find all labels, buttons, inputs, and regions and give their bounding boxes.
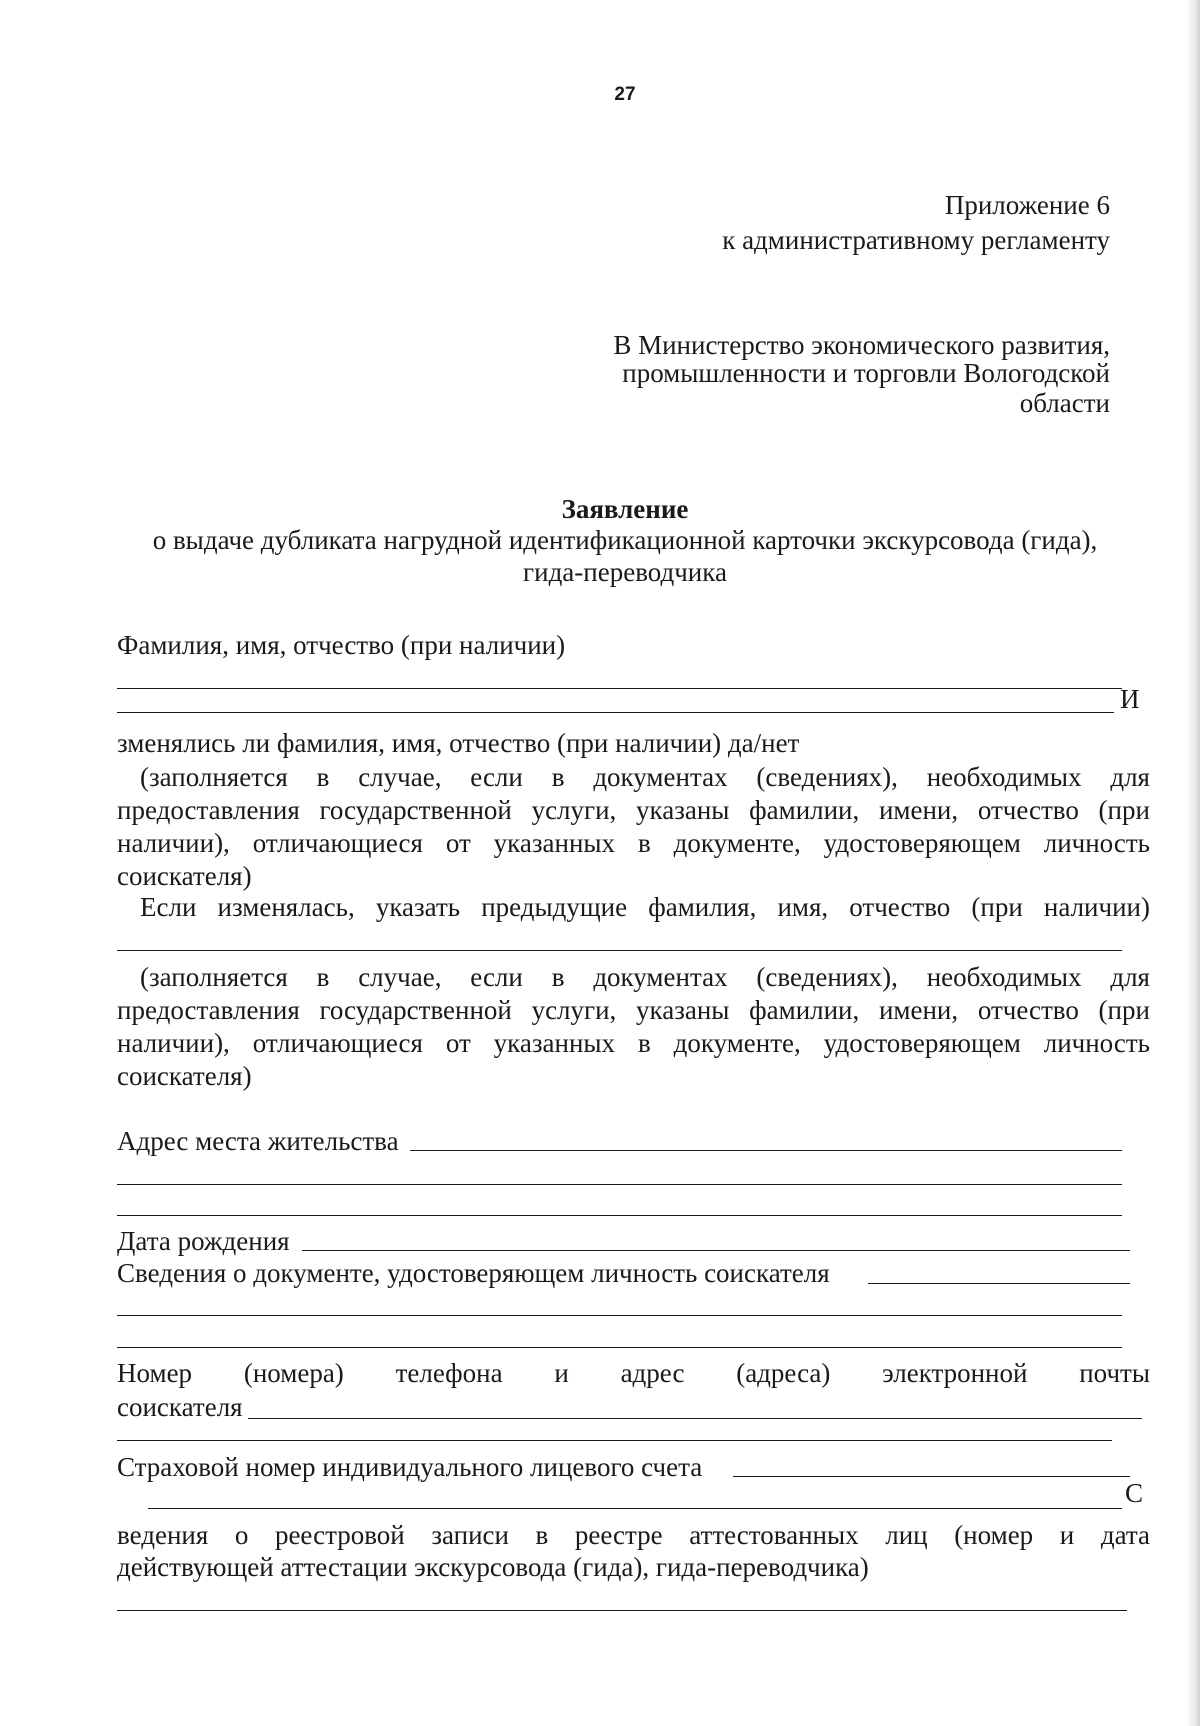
note-line-2: предоставления государственной услуги, указаны фамилии, имени, отчество (при xyxy=(117,795,1150,825)
previous-fio-line[interactable] xyxy=(117,950,1122,951)
address-line-1[interactable] xyxy=(410,1150,1122,1151)
phone-email-line-2[interactable] xyxy=(117,1440,1112,1441)
fio-end-letter: И xyxy=(1120,684,1140,714)
document-subtitle-1: о выдаче дубликата нагрудной идентификационной карточки экскурсовода (гида), xyxy=(152,525,1098,555)
snils-label: Страховой номер индивидуального лицевого счета xyxy=(117,1452,703,1482)
fio-line-2[interactable] xyxy=(117,712,1114,713)
snils-line-1[interactable] xyxy=(733,1476,1130,1477)
previous-fio-label: Если изменялась, указать предыдущие фамилия, имя, отчество (при наличии) xyxy=(140,892,1150,922)
snils-line-2[interactable] xyxy=(148,1508,1122,1509)
note-line-3: наличии), отличающиеся от указанных в документе, удостоверяющем личность xyxy=(117,828,1150,858)
birth-date-label: Дата рождения xyxy=(117,1226,290,1256)
registry-line[interactable] xyxy=(117,1610,1127,1611)
addressee-line-1: В Министерство экономического развития, xyxy=(613,330,1110,360)
address-label: Адрес места жительства xyxy=(117,1126,399,1156)
phone-email-line-1[interactable] xyxy=(248,1418,1142,1419)
appendix-line-2: к административному регламенту xyxy=(722,225,1110,255)
addressee-line-2: промышленности и торговли Вологодской xyxy=(622,358,1110,388)
phone-email-label-2: соискателя xyxy=(117,1392,243,1422)
id-document-line-3[interactable] xyxy=(117,1347,1122,1348)
registry-label-1: ведения о реестровой записи в реестре аттестованных лиц (номер и дата xyxy=(117,1520,1150,1550)
note-line-1: (заполняется в случае, если в документах (сведениях), необходимых для xyxy=(140,762,1150,792)
appendix-line-1: Приложение 6 xyxy=(944,190,1110,220)
fio-label: Фамилия, имя, отчество (при наличии) xyxy=(117,630,566,660)
snils-end-letter: С xyxy=(1125,1478,1144,1508)
birth-date-line[interactable] xyxy=(302,1250,1130,1251)
note-line-4: соискателя) xyxy=(117,861,252,891)
fio-line-1[interactable] xyxy=(117,688,1122,689)
document-subtitle-2: гида-переводчика xyxy=(523,557,727,587)
id-document-label: Сведения о документе, удостоверяющем личность соискателя xyxy=(117,1258,830,1288)
id-document-line-2[interactable] xyxy=(117,1315,1122,1316)
note2-line-1: (заполняется в случае, если в документах (сведениях), необходимых для xyxy=(140,962,1150,992)
document-heading: Заявление xyxy=(561,494,689,524)
page-edge-shadow xyxy=(1186,0,1200,1726)
note2-line-2: предоставления государственной услуги, указаны фамилии, имени, отчество (при xyxy=(117,995,1150,1025)
phone-email-label: Номер (номера) телефона и адрес (адреса) электронной почты xyxy=(117,1358,1150,1388)
address-line-2[interactable] xyxy=(117,1184,1122,1185)
note2-line-3: наличии), отличающиеся от указанных в документе, удостоверяющем личность xyxy=(117,1028,1150,1058)
note2-line-4: соискателя) xyxy=(117,1061,252,1091)
id-document-line-1[interactable] xyxy=(868,1283,1130,1284)
addressee-line-3: области xyxy=(1019,388,1110,418)
page-number: 27 xyxy=(614,84,636,105)
address-line-3[interactable] xyxy=(117,1215,1122,1216)
registry-label-2: действующей аттестации экскурсовода (гида), гида-переводчика) xyxy=(117,1552,869,1582)
name-changed-question: зменялись ли фамилия, имя, отчество (при наличии) да/нет xyxy=(117,728,800,758)
